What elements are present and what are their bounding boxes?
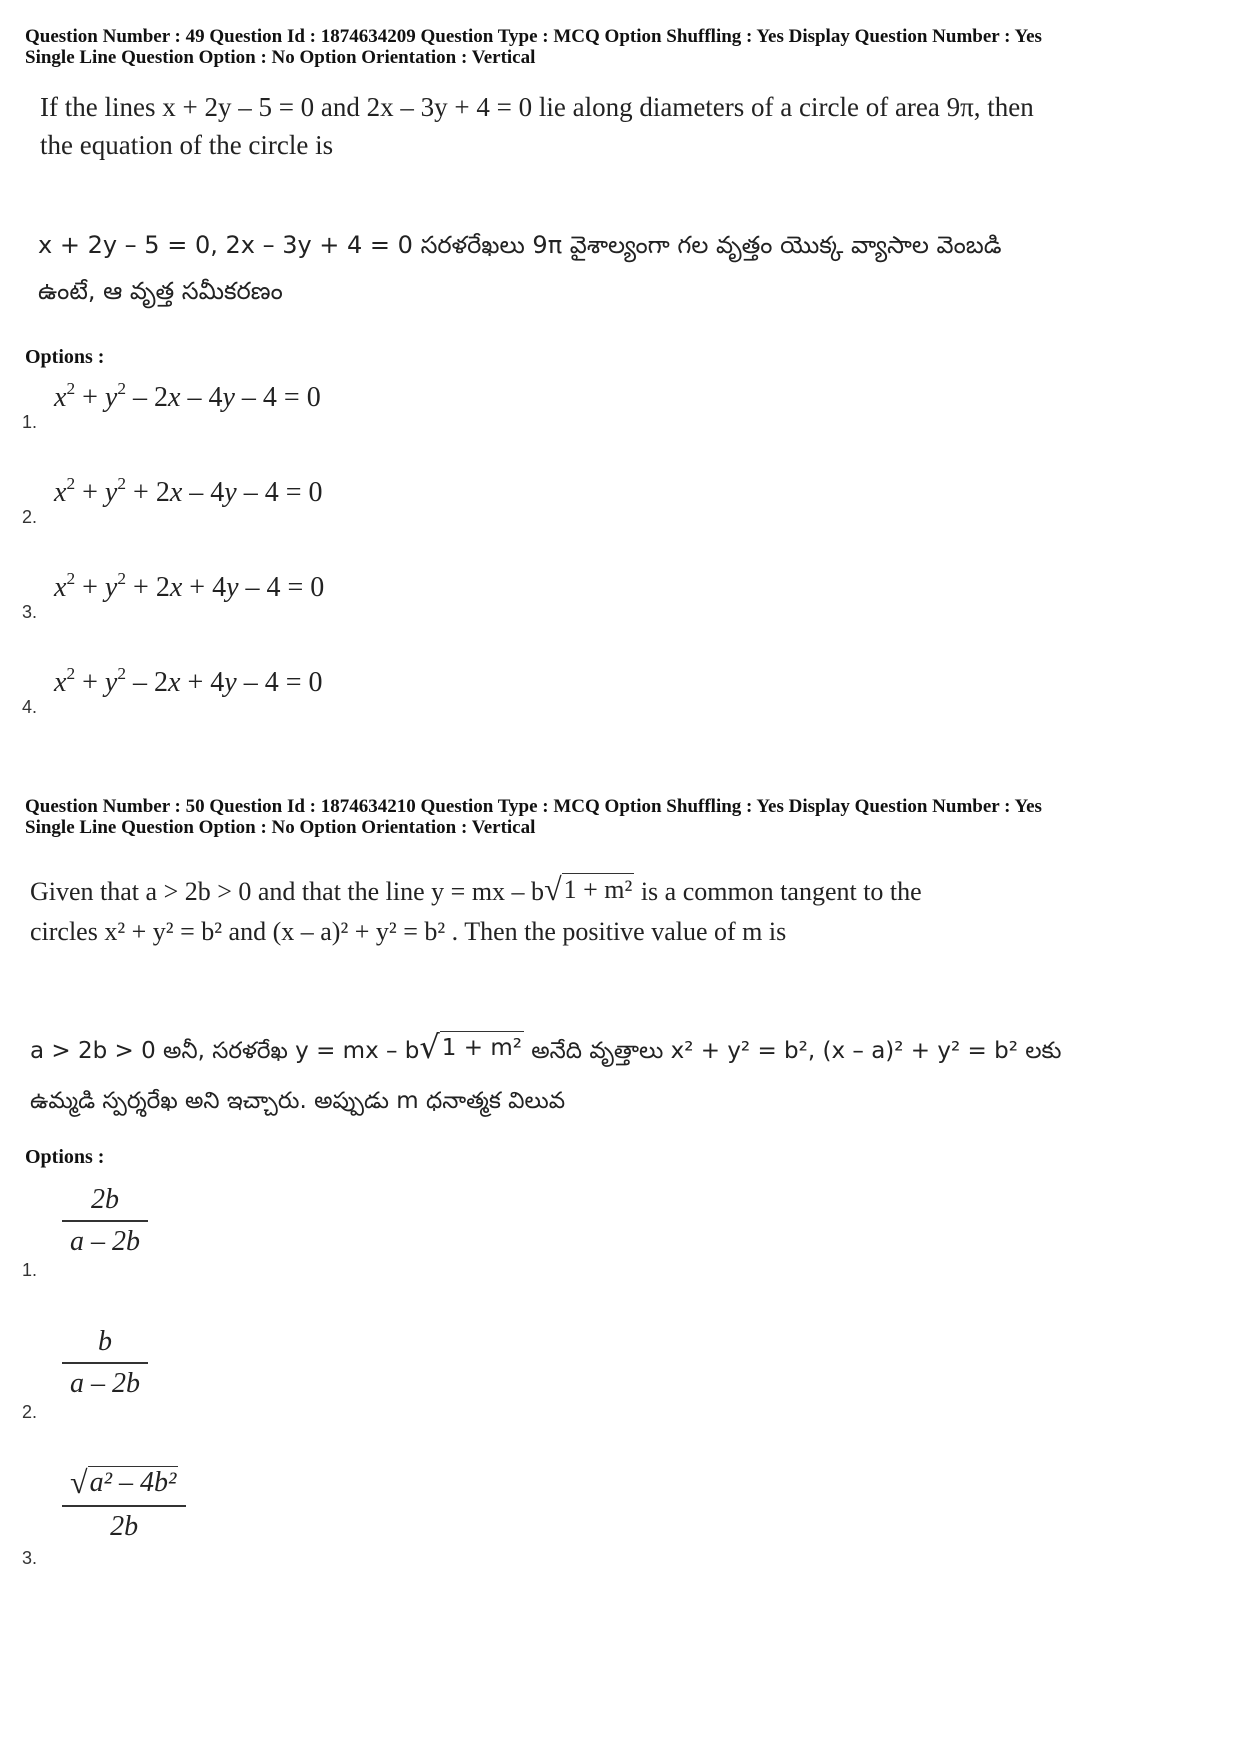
q50-option-1[interactable] [22,1180,722,1300]
q49-question-english-line1: If the lines x + 2y – 5 = 0 and 2x – 3y + 4 = 0 lie along diameters of a circle of area 9π, then [40,92,1034,122]
option-number: 1. [22,1260,38,1280]
q50-question-english-line1: Given that a > 2b > 0 and that the line y = mx – b √ 1 + m² is a common tangent to the [30,871,922,907]
option-equation: $x^2 + y^2 + 2x + 4y - 4 = 0$ [54,568,325,603]
q49-question-english [40,88,1180,164]
option-fraction: √ a² – 4b² 2b [62,1466,186,1543]
q49-header [25,26,1205,68]
q50-option-2[interactable] [22,1322,722,1442]
option-number: 4. [22,697,38,717]
option-fraction: b a – 2b [62,1326,148,1400]
q49-option-3[interactable] [22,568,722,658]
option-number: 2. [22,1402,38,1422]
option-equation: $x^2 + y^2 - 2x + 4y - 4 = 0$ [54,663,323,698]
sqrt-symbol: √ a² – 4b² [70,1464,177,1500]
q49-question-telugu [38,222,1198,314]
option-equation: $x^2 + y^2 + 2x - 4y - 4 = 0$ [54,473,323,508]
q49-option-1[interactable] [22,378,722,468]
sqrt-symbol: √ 1 + m² [419,1028,522,1066]
q50-question-telugu-line1: a > 2b > 0 అనీ, సరళరేఖ y = mx – b √ 1 + m² అనేది వృత్తాలు x² + y² = b², (x – a)² + y² = b² లకు [30,1028,1062,1066]
q49-header-line1: Question Number : 49 Question Id : 1874634209 Question Type : MCQ Option Shuffling : Yes Display Question Number : Yes [25,26,1042,47]
q50-question-english [30,872,1170,952]
q50-option-3[interactable] [22,1462,722,1582]
q50-header-line1: Question Number : 50 Question Id : 1874634210 Question Type : MCQ Option Shuffling : Yes Display Question Number : Yes [25,796,1042,817]
q50-header-line2: Single Line Question Option : No Option Orientation : Vertical [25,817,536,838]
q49-question-telugu-line2: ఉంటే, ఆ వృత్త సమీకరణం [38,277,283,305]
option-number: 2. [22,507,38,527]
option-number: 1. [22,412,38,432]
q49-options-label: Options : [25,346,105,368]
option-number: 3. [22,1548,38,1568]
sqrt-symbol: √ 1 + m² [544,871,633,907]
q50-question-english-line2: circles x² + y² = b² and (x – a)² + y² = b² . Then the positive value of m is [30,917,787,946]
q49-option-4[interactable] [22,663,722,753]
q49-header-line2: Single Line Question Option : No Option Orientation : Vertical [25,47,536,68]
q50-options-label: Options : [25,1146,105,1168]
q50-question-telugu [30,1026,1190,1126]
q50-question-telugu-line2: ఉమ్మడి స్పర్శరేఖ అని ఇచ్చారు. అప్పుడు m ధనాత్మక విలువ [30,1088,566,1114]
option-equation: $x^2 + y^2 - 2x - 4y - 4 = 0$ [54,378,321,413]
q49-question-english-line2: the equation of the circle is [40,130,334,160]
option-number: 3. [22,602,38,622]
q49-option-2[interactable] [22,473,722,563]
q49-question-telugu-line1: x + 2y – 5 = 0, 2x – 3y + 4 = 0 సరళరేఖలు 9π వైశాల్యంగా గల వృత్తం యొక్క వ్యాసాల వెంబడి [38,231,1002,259]
option-fraction: 2b a – 2b [62,1184,148,1258]
q50-header [25,796,1205,838]
